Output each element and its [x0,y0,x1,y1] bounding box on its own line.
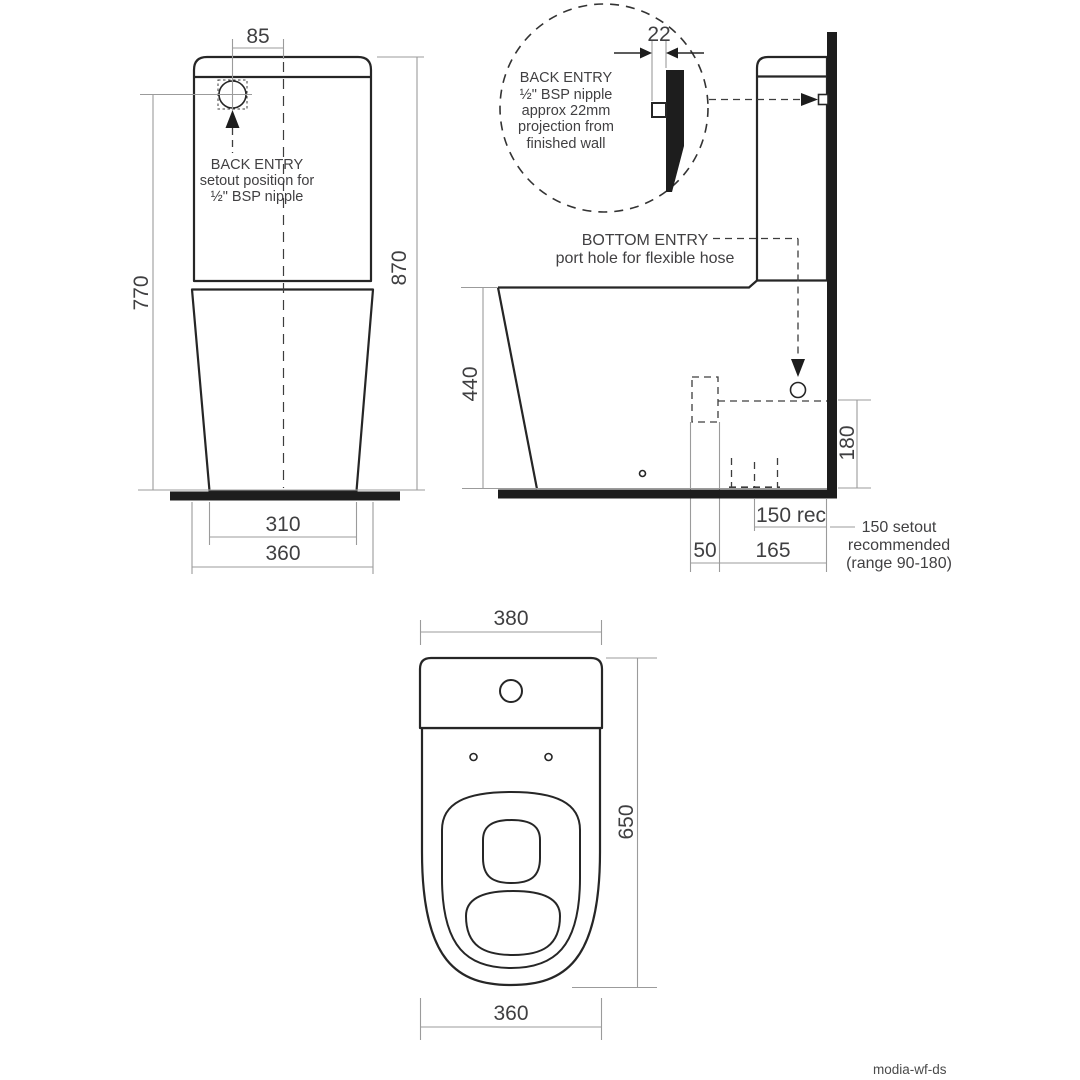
arrow-right-icon [640,48,652,59]
down-arrow-icon [791,359,805,377]
svg-text:180: 180 [836,425,859,461]
svg-text:360: 360 [265,542,301,565]
svg-text:150 setout: 150 setout [861,519,937,536]
flush-button [500,680,522,702]
dimension-inlet-height-180 [836,400,871,488]
svg-text:85: 85 [246,25,270,48]
side-floor-bar [498,490,837,499]
dimension-port-setout-165 [755,539,790,562]
drawing-code: modia-wf-ds [873,1062,947,1077]
bottom-entry-line1: BOTTOM ENTRY [581,232,709,249]
wall-nipple-square [819,95,829,105]
front-elevation-view [130,25,425,574]
detail-note-line5: finished wall [526,136,606,152]
svg-text:870: 870 [388,250,411,286]
detail-note-line2: ½" BSP nipple [519,87,613,103]
svg-text:440: 440 [459,366,482,402]
svg-text:165: 165 [755,539,791,562]
plan-view [420,607,657,1040]
supply-port-dashed-box [692,377,718,422]
front-floor-bar [170,492,400,501]
svg-text:50: 50 [693,539,717,562]
detail-note-line1: BACK ENTRY [519,70,613,86]
svg-text:(range 90-180): (range 90-180) [846,555,952,572]
setout-recommendation-note [830,519,952,572]
bottom-entry-line2: port hole for flexible hose [555,250,735,267]
svg-text:recommended: recommended [847,537,951,554]
svg-text:310: 310 [265,513,301,536]
dimension-plan-width-380 [421,607,602,645]
svg-text:770: 770 [130,275,153,311]
svg-text:360: 360 [493,1002,529,1025]
svg-text:22: 22 [647,23,671,46]
svg-text:650: 650 [615,804,638,840]
dimension-total-height-870 [377,57,424,490]
front-note-line1: BACK ENTRY [210,157,304,173]
detail-wall-section [666,70,684,192]
dimension-plan-overall-width-360 [421,998,602,1040]
side-bowl-top-line [498,281,757,288]
dimension-bowl-height-440 [459,288,497,489]
front-note-line3: ½" BSP nipple [210,189,304,205]
detail-note-line4: projection from [518,119,614,135]
dimension-waste-setout-150rec [755,504,827,527]
plan-outlet-square [483,820,540,883]
seat-hinge-hole-right [545,754,552,761]
plan-bowl-inner-line [466,891,560,955]
detail-nipple [652,103,666,117]
seat-hinge-hole-left [470,754,477,761]
svg-text:150 rec: 150 rec [755,504,827,527]
dimension-projection-22 [614,23,704,101]
detail-callout-circle [500,4,708,212]
side-bowl-front-slope [498,288,537,490]
bottom-entry-port-circle [791,383,806,398]
detail-note-line3: approx 22mm [521,103,611,119]
side-cistern-outline [757,57,827,281]
side-fixing-hole [640,471,646,477]
front-pedestal-outline [192,290,373,492]
arrow-left-icon [666,48,678,59]
svg-text:380: 380 [493,607,529,630]
front-note-line2: setout position for [199,173,315,189]
dimension-base-width-310 [210,502,357,545]
